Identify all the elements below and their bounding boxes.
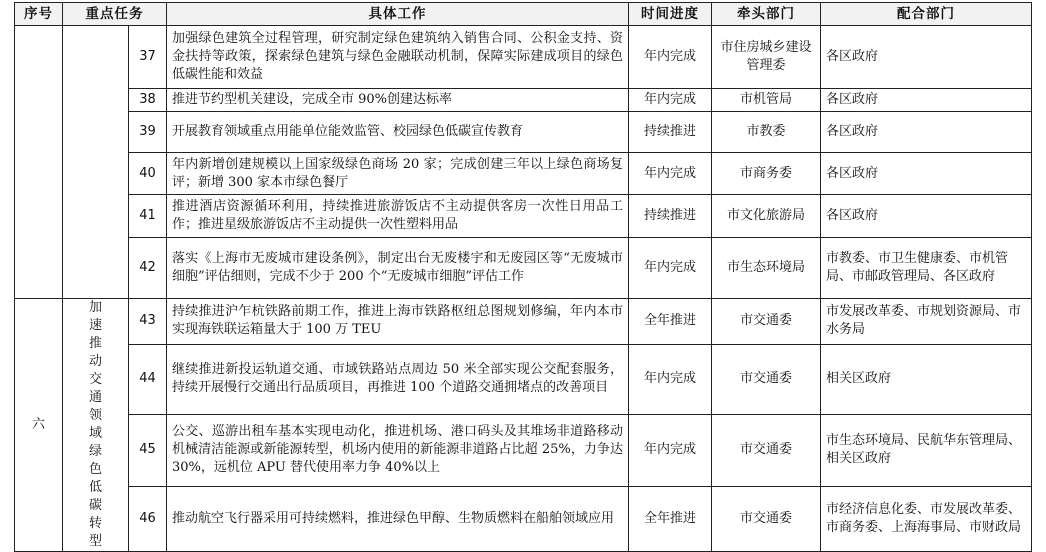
coop-cell: 市经济信息化委、市发展改革委、市商务委、上海海事局、市财政局: [821, 486, 1032, 551]
work-cell: 推进酒店资源循环利用，持续推进旅游饭店不主动提供客房一次性日用品工作；推进星级旅游饭店不主动提供一次性塑料用品: [167, 195, 629, 238]
coop-cell: 各区政府: [821, 195, 1032, 238]
work-plan-table: [14, 2, 1032, 552]
lead-cell: 市机管局: [712, 89, 821, 112]
row-number: 39: [129, 112, 167, 153]
table-row: [15, 414, 1032, 486]
table-row: [15, 26, 1032, 89]
header-progress: 时间进度: [629, 3, 712, 26]
row-number: 44: [129, 344, 167, 414]
progress-cell: 全年推进: [629, 486, 712, 551]
progress-cell: 年内完成: [629, 26, 712, 89]
lead-cell: 市交通委: [712, 486, 821, 551]
table-header-row: [15, 3, 1032, 26]
coop-cell: 各区政府: [821, 26, 1032, 89]
progress-cell: 年内完成: [629, 414, 712, 486]
table-row: [15, 344, 1032, 414]
coop-cell: 市教委、市卫生健康委、市机管局、市邮政管理局、各区政府: [821, 238, 1032, 299]
table-row: [15, 299, 1032, 345]
work-cell: 年内新增创建规模以上国家级绿色商场 20 家；完成创建三年以上绿色商场复评；新增 300 家本市绿色餐厅: [167, 153, 629, 195]
row-number: 40: [129, 153, 167, 195]
row-number: 43: [129, 299, 167, 345]
coop-cell: 各区政府: [821, 153, 1032, 195]
table-row: [15, 153, 1032, 195]
work-cell: 继续推进新投运轨道交通、市域铁路站点周边 50 米全部实现公交配套服务，持续开展慢行交通出行品质项目，再推进 100 个道路交通拥堵点的改善项目: [167, 344, 629, 414]
coop-cell: 各区政府: [821, 89, 1032, 112]
row-number: 37: [129, 26, 167, 89]
lead-cell: 市教委: [712, 112, 821, 153]
row-number: 38: [129, 89, 167, 112]
section-task-label: 加速推动交通领域绿色低碳转型: [88, 300, 102, 549]
coop-cell: 市生态环境局、民航华东管理局、相关区政府: [821, 414, 1032, 486]
work-cell: 落实《上海市无废城市建设条例》，制定出台无废楼宇和无废园区等“无废城市细胞”评估细则，完成不少于 200 个“无废城市细胞”评估工作: [167, 238, 629, 299]
progress-cell: 全年推进: [629, 299, 712, 345]
row-number: 41: [129, 195, 167, 238]
work-cell: 推动航空飞行器采用可持续燃料，推进绿色甲醇、生物质燃料在船舶领域应用: [167, 486, 629, 551]
row-number: 42: [129, 238, 167, 299]
section-seq: 六: [15, 299, 63, 552]
work-cell: 开展教育领域重点用能单位能效监管、校园绿色低碳宣传教育: [167, 112, 629, 153]
header-coop: 配合部门: [821, 3, 1032, 26]
progress-cell: 年内完成: [629, 238, 712, 299]
progress-cell: 年内完成: [629, 153, 712, 195]
lead-cell: 市交通委: [712, 344, 821, 414]
coop-cell: 相关区政府: [821, 344, 1032, 414]
work-cell: 推进节约型机关建设，完成全市 90%创建达标率: [167, 89, 629, 112]
table-row: [15, 112, 1032, 153]
work-cell: 公交、巡游出租车基本实现电动化，推进机场、港口码头及其堆场非道路移动机械清洁能源或新能源转型，机场内使用的新能源非道路占比超 25%，力争达 30%，远机位 APU 替代使用率力争 40%以上: [167, 414, 629, 486]
lead-cell: 市住房城乡建设管理委: [712, 26, 821, 89]
work-cell: 持续推进沪乍杭铁路前期工作，推进上海市铁路枢纽总图规划修编，年内本市实现海铁联运箱量大于 100 万 TEU: [167, 299, 629, 345]
lead-cell: 市交通委: [712, 414, 821, 486]
header-task: 重点任务: [63, 3, 167, 26]
coop-cell: 各区政府: [821, 112, 1032, 153]
row-number: 45: [129, 414, 167, 486]
lead-cell: 市文化旅游局: [712, 195, 821, 238]
lead-cell: 市生态环境局: [712, 238, 821, 299]
table-row: [15, 195, 1032, 238]
task-cell-empty: [63, 26, 129, 299]
progress-cell: 持续推进: [629, 195, 712, 238]
header-lead: 牵头部门: [712, 3, 821, 26]
row-number: 46: [129, 486, 167, 551]
coop-cell: 市发展改革委、市规划资源局、市水务局: [821, 299, 1032, 345]
table-row: [15, 486, 1032, 551]
lead-cell: 市商务委: [712, 153, 821, 195]
progress-cell: 持续推进: [629, 112, 712, 153]
header-seq: 序号: [15, 3, 63, 26]
work-cell: 加强绿色建筑全过程管理，研究制定绿色建筑纳入销售合同、公积金支持、资金扶持等政策，探索绿色建筑与绿色金融联动机制，保障实际建成项目的绿色低碳性能和效益: [167, 26, 629, 89]
header-work: 具体工作: [167, 3, 629, 26]
section-task: [63, 299, 129, 552]
table-row: [15, 89, 1032, 112]
progress-cell: 年内完成: [629, 344, 712, 414]
table-row: [15, 238, 1032, 299]
progress-cell: 年内完成: [629, 89, 712, 112]
seq-cell-empty: [15, 26, 63, 299]
lead-cell: 市交通委: [712, 299, 821, 345]
